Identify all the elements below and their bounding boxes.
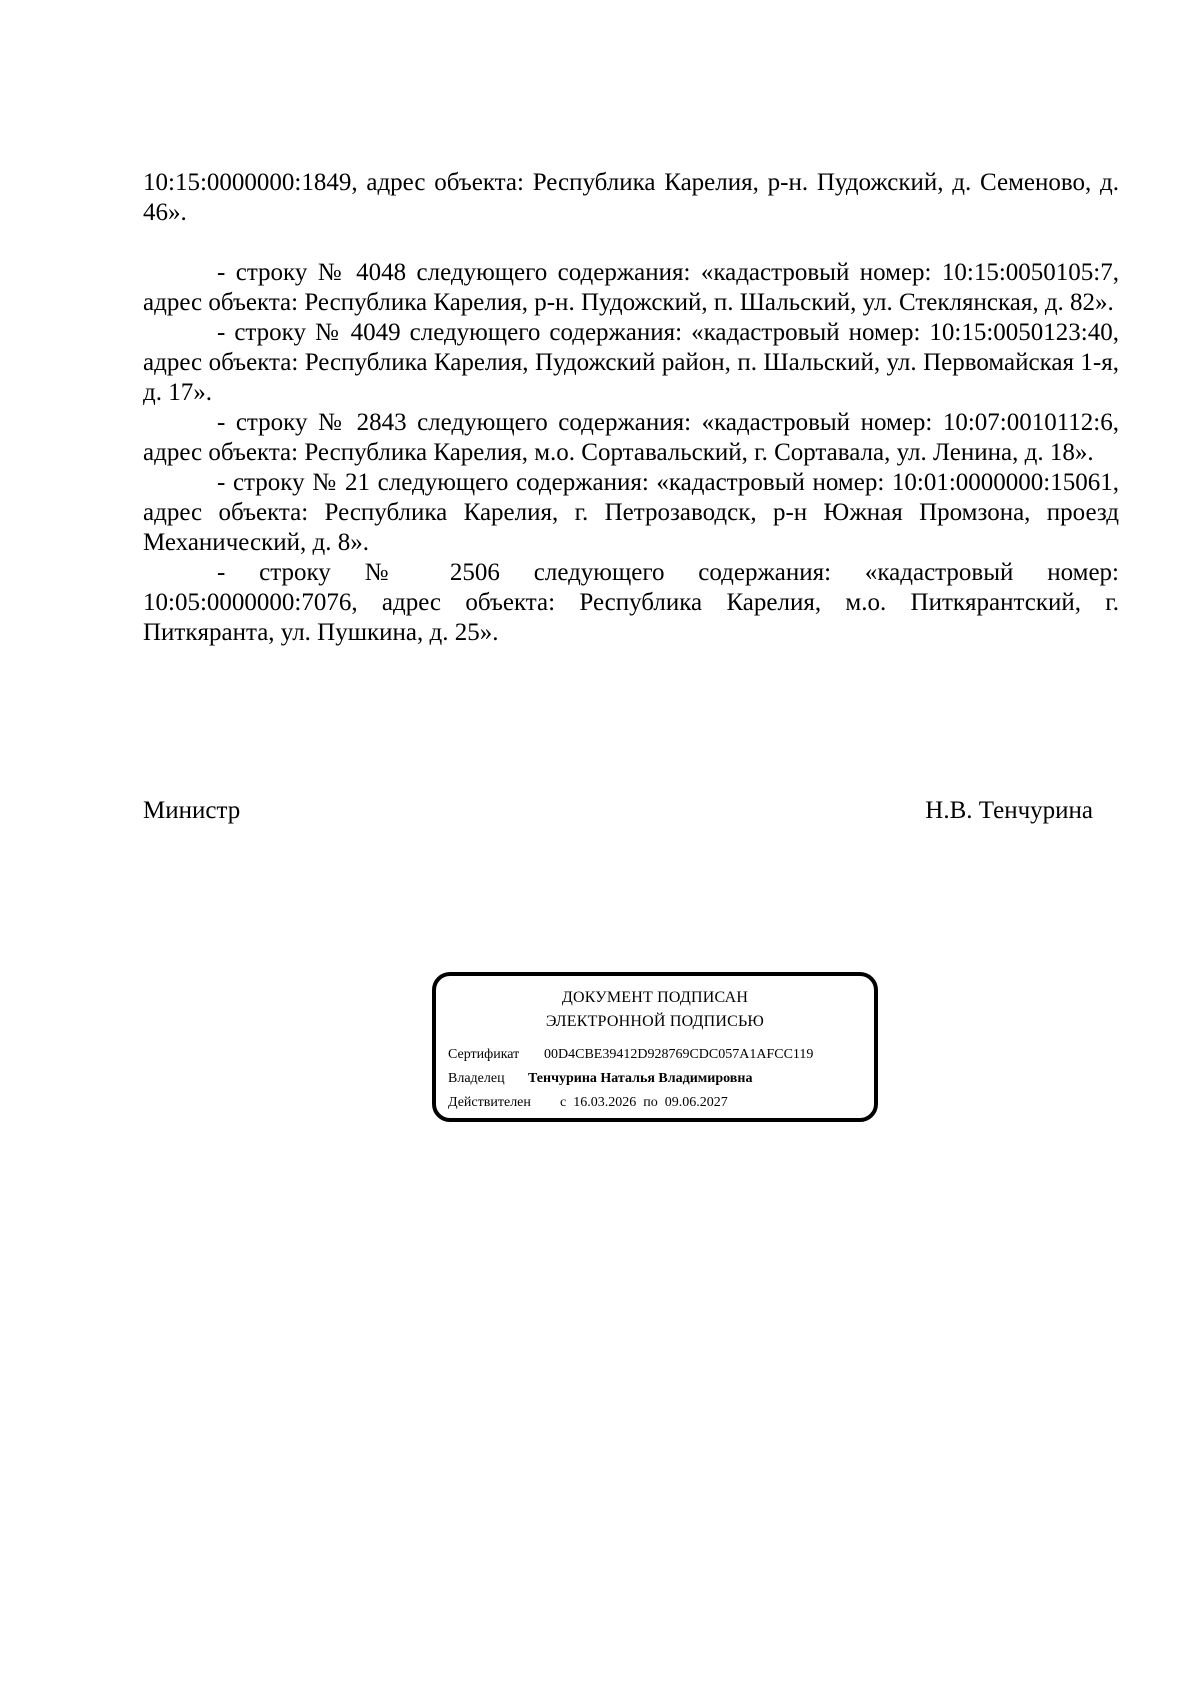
signature-block xyxy=(143,796,1093,826)
paragraph-item-2843: - строку № 2843 следующего содержания: «кадастровый номер: 10:07:0010112:6, адрес объекта: Республика Карелия, м.о. Сортавальский, г. Сортавала, ул. Ленина, д. 18». xyxy=(143,409,1119,466)
stamp-title-line-1: ДОКУМЕНТ ПОДПИСАН xyxy=(561,989,749,1006)
stamp-certificate-label: Сертификат xyxy=(448,1047,520,1062)
stamp-validity-label: Действителен xyxy=(448,1095,531,1110)
stamp-certificate-row xyxy=(448,1046,813,1064)
paragraph-item-4049: - строку № 4049 следующего содержания: «кадастровый номер: 10:15:0050123:40, адрес объекта: Республика Карелия, Пудожский район, п. Шальский, ул. Первомайская 1-я, д. 17». xyxy=(143,319,1119,406)
paragraph-spacer xyxy=(143,228,1119,258)
electronic-signature-stamp xyxy=(432,972,878,1122)
paragraph-item-21: - строку № 21 следующего содержания: «кадастровый номер: 10:01:0000000:15061, адрес объекта: Республика Карелия, г. Петрозаводск, р-н Южная Промзона, проезд Механический, д. 8». xyxy=(143,469,1119,556)
stamp-valid-to-prefix: по xyxy=(643,1095,658,1110)
paragraph-continuation: 10:15:0000000:1849, адрес объекта: Республика Карелия, р-н. Пудожский, д. Семеново, д. 46». xyxy=(143,169,1119,226)
stamp-title-line-2: ЭЛЕКТРОННОЙ ПОДПИСЬЮ xyxy=(545,1013,765,1030)
stamp-owner-label: Владелец xyxy=(448,1071,505,1086)
stamp-title xyxy=(436,986,874,1034)
signatory-name: Н.В. Тенчурина xyxy=(925,797,1093,824)
stamp-owner-value: Тенчурина Наталья Владимировна xyxy=(528,1071,753,1086)
stamp-valid-from-date: 16.03.2026 xyxy=(573,1095,637,1110)
paragraph-item-2506: - строку № 2506 следующего содержания: «кадастровый номер: 10:05:0000000:7076, адрес объекта: Республика Карелия, м.о. Питкярантский, г. Питкяранта, ул. Пушкина, д. 25». xyxy=(143,559,1119,646)
stamp-owner-row xyxy=(448,1070,752,1088)
stamp-valid-from-prefix: с xyxy=(560,1095,567,1110)
paragraph-item-4048: - строку № 4048 следующего содержания: «кадастровый номер: 10:15:0050105:7, адрес объекта: Республика Карелия, р-н. Пудожский, п. Шальский, ул. Стеклянская, д. 82». xyxy=(143,259,1119,316)
stamp-validity-row xyxy=(448,1094,728,1112)
signatory-position: Министр xyxy=(143,797,241,824)
document-body xyxy=(143,168,1119,648)
stamp-valid-to-date: 09.06.2027 xyxy=(664,1095,728,1110)
stamp-certificate-value: 00D4CBE39412D928769CDC057A1AFCC119 xyxy=(544,1047,814,1062)
